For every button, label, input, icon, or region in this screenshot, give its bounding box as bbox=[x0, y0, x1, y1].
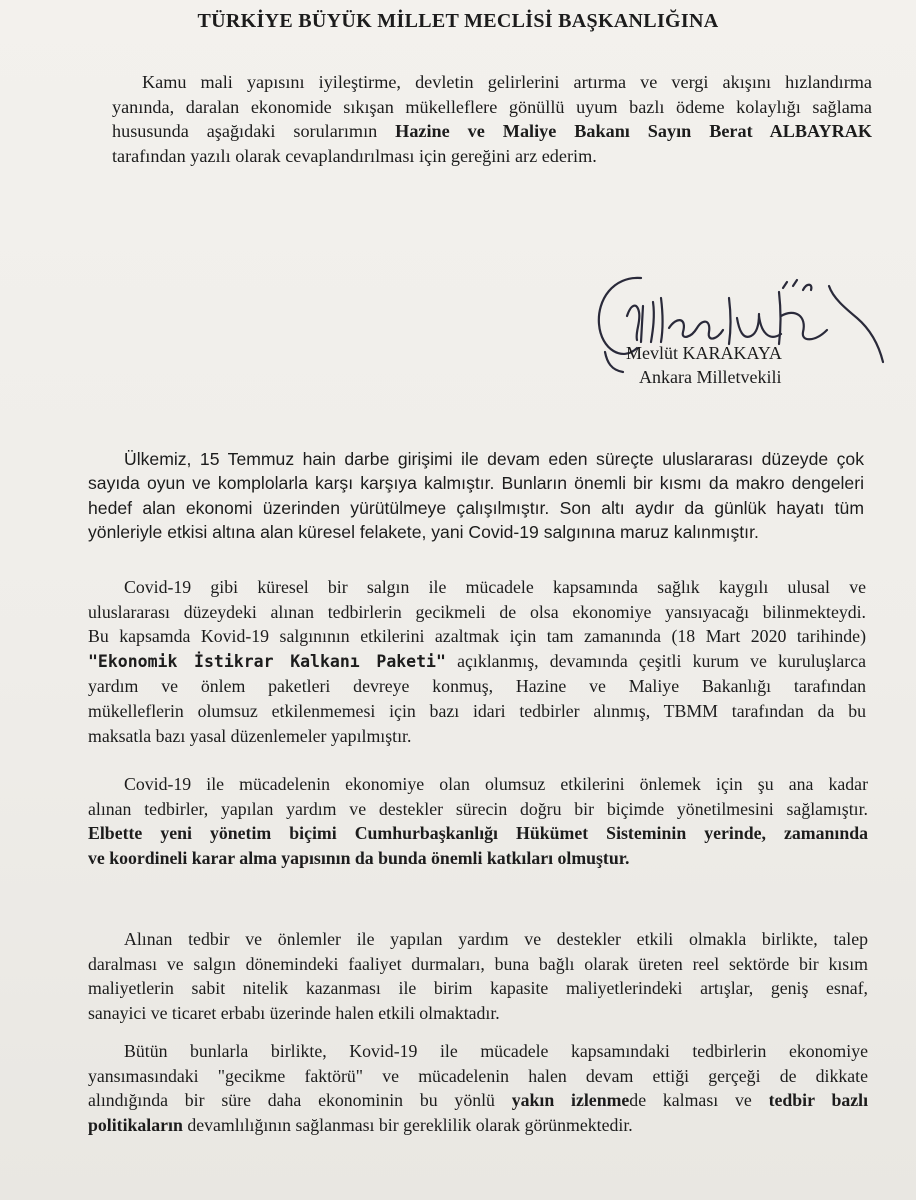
p4-line-4: sanayici ve ticaret erbabı üzerinde halen etkili olmaktadır. bbox=[88, 1002, 500, 1023]
p4-line-1: Alınan tedbir ve önlemler ile yapılan yardım ve destekler etkili olmakla birlikte, talep bbox=[124, 929, 868, 949]
paragraph-1 bbox=[88, 447, 864, 544]
p2-line-1: Covid-19 gibi küresel bir salgın ile mücadele kapsamında sağlık kaygılı ulusal ve bbox=[124, 577, 866, 597]
p2-line-4 bbox=[88, 649, 866, 675]
p1-line-2: sayıda oyun ve komplolarla karşı karşıya kalmıştır. Bunların önemli bir kısmı da makro dengeleri bbox=[88, 473, 864, 494]
p3-line-3: Elbette yeni yönetim biçimi Cumhurbaşkanlığı Hükümet Sisteminin yerinde, zamanında bbox=[88, 823, 868, 844]
p2-line-5: yardım ve önlem paketleri devreye konmuş, Hazine ve Maliye Bakanlığı tarafından bbox=[88, 676, 866, 697]
p2-line-7: maksatla bazı yasal düzenlemeler yapılmıştır. bbox=[88, 725, 412, 746]
p1-line-1: Ülkemiz, 15 Temmuz hain darbe girişimi ile devam eden süreçte uluslararası düzeyde çok bbox=[124, 449, 864, 469]
intro-line-4: tarafından yazılı olarak cevaplandırılması için gereğini arz ederim. bbox=[112, 145, 597, 166]
p5-bold-monitoring: yakın izlenme bbox=[511, 1090, 630, 1111]
intro-line-1: Kamu mali yapısını iyileştirme, devletin gelirlerini artırma ve vergi akışını hızlandırma bbox=[142, 72, 872, 92]
p3-line-2: alınan tedbirler, yapılan yardım ve destekler sürecin doğru bir biçimde yönetilmesini sağlamıştır. bbox=[88, 798, 868, 819]
signatory-name: Mevlüt KARAKAYA bbox=[626, 343, 782, 363]
p5-line-2: yansımasındaki "gecikme faktörü" ve mücadelenin halen devam ettiği gerçeği de dikkate bbox=[88, 1065, 868, 1086]
p1-line-3: hedef alan ekonomi üzerinden yürütülmeye çalışılmıştır. Son altı aydır da günlük hayatı tüm bbox=[88, 497, 864, 518]
p1-line-4: yönleriyle etkisi altına alan küresel felakete, yani Covid-19 salgınına maruz kalınmıştır. bbox=[88, 521, 759, 542]
p2-line-6: mükelleflerin olumsuz etkilenmemesi için bazı idari tedbirler alınmış, TBMM tarafından da bu bbox=[88, 700, 866, 721]
minister-name: Hazine ve Maliye Bakanı Sayın Berat ALBAYRAK bbox=[395, 121, 872, 142]
signatory-title: Ankara Milletvekili bbox=[639, 367, 782, 387]
p4-line-2: daralması ve salgın dönemindeki faaliyet durmaları, buna bağlı olarak üreten reel sektörde bir kısım bbox=[88, 953, 868, 974]
package-name: "Ekonomik İstikrar Kalkanı Paketi" bbox=[88, 651, 446, 671]
p5-line-4-text: devamlılığının sağlanması bir gereklilik olarak görünmektedir. bbox=[187, 1114, 633, 1135]
p4-line-3: maliyetlerin sabit nitelik kazanması ile birim kapasite maliyetlerindeki artışlar, geniş esnaf, bbox=[88, 978, 868, 999]
intro-line-2: yanında, daralan ekonomide sıkışan mükelleflere gönüllü uyum bazlı ödeme kolaylığı sağlama bbox=[112, 96, 872, 117]
paragraph-4 bbox=[88, 927, 868, 1025]
p2-line-3: Bu kapsamda Kovid-19 salgınının etkilerini azaltmak için tam zamanında (18 Mart 2020 tarihinde) bbox=[88, 626, 866, 647]
intro-line-3-text: hususunda aşağıdaki sorularımın bbox=[112, 121, 378, 142]
intro-line-3 bbox=[112, 119, 872, 144]
p3-line-1: Covid-19 ile mücadelenin ekonomiye olan olumsuz etkilerini önlemek için şu ana kadar bbox=[124, 774, 868, 794]
p5-bold-policies: politikaların bbox=[88, 1114, 183, 1135]
p2-line-2: uluslararası düzeydeki alınan tedbirlerin gecikmeli de olsa ekonomiye yansıyacağı bilinmekteydi. bbox=[88, 601, 866, 622]
page-title: TÜRKİYE BÜYÜK MİLLET MECLİSİ BAŞKANLIĞINA bbox=[197, 10, 719, 32]
p2-line-4-text: açıklanmış, devamında çeşitli kurum ve kuruluşlarca bbox=[457, 650, 866, 671]
paragraph-5 bbox=[88, 1039, 868, 1137]
paragraph-2 bbox=[88, 575, 866, 748]
p5-line-3 bbox=[88, 1088, 868, 1113]
p5-line-3-text: alındığında bir süre daha ekonominin bu yönlü bbox=[88, 1090, 495, 1111]
p5-line-1: Bütün bunlarla birlikte, Kovid-19 ile mücadele kapsamındaki tedbirlerin ekonomiye bbox=[124, 1041, 868, 1061]
p5-line-4 bbox=[88, 1113, 868, 1138]
p5-line-3-mid: de kalması ve bbox=[629, 1090, 752, 1111]
p5-bold-policy: tedbir bazlı bbox=[768, 1090, 869, 1111]
intro-paragraph bbox=[112, 70, 872, 168]
paragraph-3 bbox=[88, 772, 868, 870]
p3-line-4: ve koordineli karar alma yapısının da bunda önemli katkıları olmuştur. bbox=[88, 847, 630, 868]
